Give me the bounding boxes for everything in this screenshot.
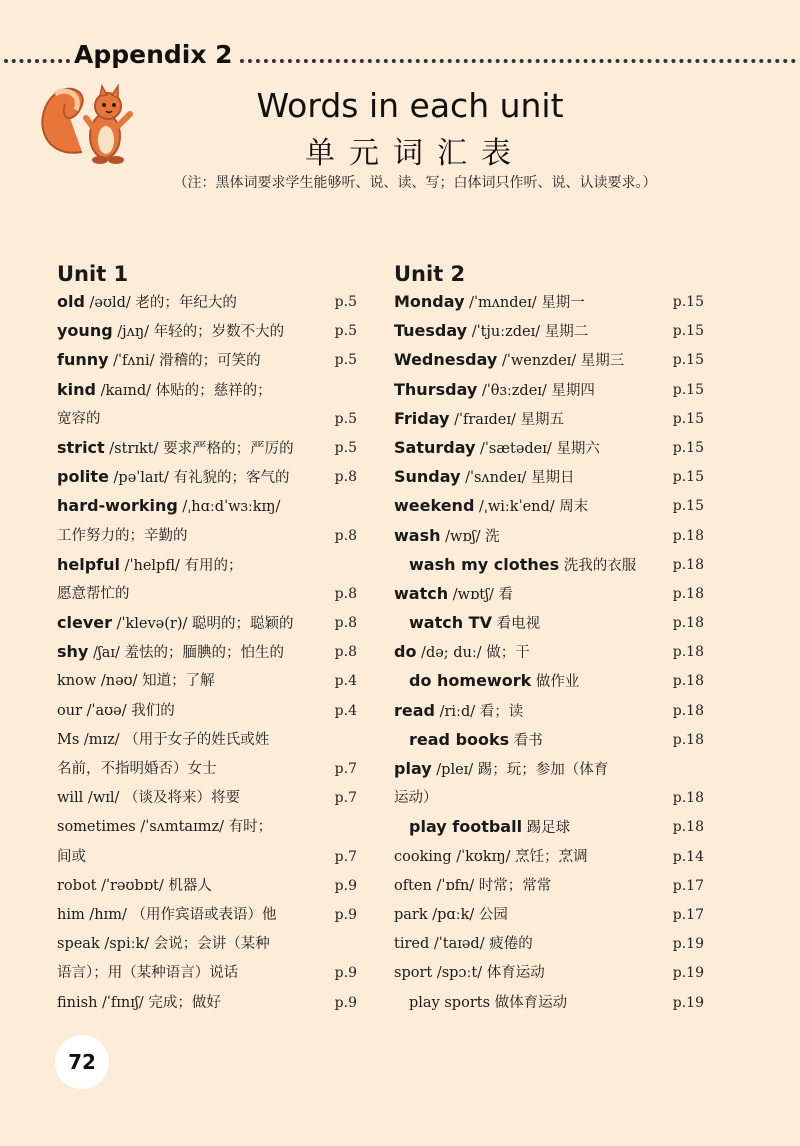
page-ref: p.15	[672, 352, 704, 369]
vocab-definition: 语言）；用（某种语言）说话	[57, 965, 239, 982]
page-ref: p.7	[334, 761, 357, 777]
vocab-entry	[394, 345, 673, 376]
page-ref: p.15	[672, 469, 704, 486]
vocab-row	[394, 551, 704, 580]
unit-1-list	[57, 288, 357, 1018]
vocab-word: do homework	[409, 671, 532, 691]
page-ref: p.5	[334, 352, 357, 369]
page-ref: p.18	[672, 615, 704, 632]
page-ref: p.15	[672, 294, 704, 310]
vocab-definition: 愿意帮忙的	[57, 585, 130, 602]
vocab-definition: /pəˈlaɪt/ 有礼貌的；客气的	[108, 470, 290, 487]
vocab-definition: speak /spiːk/ 会说；会讲（某种	[57, 936, 270, 953]
unit-1-title: Unit 1	[57, 262, 129, 286]
vocab-row	[394, 609, 704, 638]
vocab-definition: him /hɪm/ （用作宾语或表语）他	[57, 906, 277, 923]
vocab-entry	[57, 462, 335, 493]
page-ref: p.19	[672, 965, 704, 982]
vocab-word: do	[394, 642, 417, 662]
vocab-definition: 运动）	[394, 790, 438, 807]
vocab-row	[57, 697, 357, 726]
vocab-word: weekend	[394, 496, 475, 516]
vocab-row	[57, 346, 357, 375]
vocab-definition: 工作努力的；辛勤的	[57, 527, 188, 544]
vocab-word: young	[57, 321, 113, 341]
vocab-word: Tuesday	[394, 321, 468, 341]
vocab-row	[57, 667, 357, 696]
vocab-definition: /ˈθɜːzdeɪ/ 星期四	[477, 382, 595, 399]
vocab-entry	[394, 521, 673, 552]
vocab-entry	[394, 901, 673, 930]
vocab-entry	[394, 433, 673, 464]
vocab-row	[57, 784, 357, 813]
vocab-entry	[57, 491, 357, 522]
vocab-definition: robot /ˈrəʊbɒt/ 机器人	[57, 877, 212, 894]
page-ref: p.18	[672, 556, 704, 573]
vocab-row	[57, 376, 357, 405]
vocab-definition: play sports 做体育运动	[409, 994, 568, 1011]
vocab-word: watch	[394, 583, 449, 603]
vocab-row	[57, 638, 357, 667]
vocab-row	[57, 843, 357, 872]
vocab-definition: 踢足球	[522, 820, 571, 837]
vocab-definition: /kaɪnd/ 体贴的；慈祥的；	[95, 382, 272, 399]
vocab-row	[57, 492, 357, 521]
page-ref: p.15	[672, 498, 704, 515]
vocab-row	[394, 959, 704, 988]
vocab-row	[394, 580, 704, 609]
vocab-word: strict	[57, 437, 105, 457]
vocab-definition: /ˈhelpfl/ 有用的；	[120, 557, 243, 574]
page-ref: p.18	[672, 585, 704, 602]
vocab-entry	[57, 287, 335, 318]
vocab-row	[394, 697, 704, 726]
vocab-definition: our /ˈaʊə/ 我们的	[57, 702, 175, 719]
vocab-entry	[57, 843, 335, 872]
vocab-row	[394, 317, 704, 346]
vocab-row	[394, 901, 704, 930]
vocab-row	[57, 755, 357, 784]
vocab-entry	[394, 375, 673, 406]
page-ref: p.8	[334, 615, 357, 632]
vocab-definition: tired /ˈtaɪəd/ 疲倦的	[394, 936, 533, 953]
vocab-row	[394, 376, 704, 405]
vocab-entry	[57, 697, 335, 726]
vocab-definition: 名前，不指明婚否）女士	[57, 761, 217, 777]
vocab-definition: /ʃaɪ/ 羞怯的；腼腆的；怕生的	[88, 645, 285, 662]
vocab-definition: /də; duː/ 做；干	[416, 645, 530, 662]
vocab-row	[394, 755, 704, 784]
page-ref: p.18	[672, 790, 704, 807]
vocab-entry	[57, 726, 357, 755]
vocab-row	[57, 989, 357, 1018]
vocab-entry	[394, 316, 673, 347]
vocab-definition: /pleɪ/ 踢；玩；参加（体育	[431, 762, 609, 778]
page-ref: p.4	[334, 673, 357, 690]
vocab-definition: 看书	[509, 732, 543, 749]
vocab-definition: sometimes /ˈsʌmtaɪmz/ 有时；	[57, 819, 273, 836]
vocab-entry	[394, 462, 673, 493]
vocab-row	[57, 434, 357, 463]
vocab-entry	[57, 930, 357, 959]
vocab-entry	[394, 930, 673, 959]
page-ref: p.7	[334, 790, 357, 807]
vocab-row	[394, 726, 704, 755]
vocab-entry	[57, 522, 335, 551]
vocab-entry	[57, 637, 335, 668]
vocab-row	[57, 405, 357, 434]
page-ref: p.9	[334, 994, 357, 1011]
vocab-entry	[394, 696, 673, 727]
vocab-word: watch TV	[409, 613, 492, 633]
vocab-definition: 宽容的	[57, 410, 101, 427]
page-ref: p.8	[334, 527, 357, 544]
vocab-row	[394, 346, 704, 375]
page-ref: p.18	[672, 819, 704, 836]
vocab-entry	[57, 405, 335, 434]
page-ref: p.19	[672, 994, 704, 1011]
vocab-row	[394, 638, 704, 667]
page-ref: p.15	[672, 410, 704, 427]
page-ref: p.8	[334, 644, 357, 661]
vocab-definition: /ˈfraɪdeɪ/ 星期五	[449, 411, 565, 428]
vocab-definition: /ˈsætədeɪ/ 星期六	[475, 440, 600, 457]
page-ref: p.15	[672, 323, 704, 340]
vocab-definition: /ˈsʌndeɪ/ 星期日	[460, 470, 575, 487]
dotted-rule-left	[4, 59, 70, 63]
page-ref: p.19	[672, 936, 704, 953]
vocab-row	[57, 959, 357, 988]
vocab-entry	[57, 580, 335, 609]
vocab-entry	[394, 491, 673, 522]
vocab-row	[57, 288, 357, 317]
vocab-row	[394, 288, 704, 317]
vocab-row	[394, 813, 704, 842]
vocab-entry	[394, 579, 673, 610]
vocab-definition: /ˈfʌni/ 滑稽的；可笑的	[108, 353, 261, 370]
vocab-entry	[57, 375, 357, 406]
page-ref: p.9	[334, 906, 357, 923]
page-ref: p.8	[334, 585, 357, 602]
vocab-entry	[57, 755, 335, 784]
vocab-row	[394, 872, 704, 901]
vocab-row	[57, 726, 357, 755]
page-ref: p.18	[672, 673, 704, 690]
vocab-definition: /jʌŋ/ 年轻的；岁数不大的	[112, 324, 285, 341]
vocab-word: Sunday	[394, 467, 461, 487]
vocab-word: wash my clothes	[409, 554, 560, 574]
page-ref: p.17	[672, 906, 704, 923]
vocab-entry	[57, 901, 335, 930]
appendix-label: Appendix 2	[74, 40, 239, 69]
vocab-definition: 看电视	[491, 616, 541, 633]
vocab-row	[394, 434, 704, 463]
vocab-row	[394, 930, 704, 959]
page-ref: p.5	[334, 439, 357, 456]
vocab-definition: /ˈmʌndeɪ/ 星期一	[464, 295, 585, 311]
vocab-entry	[394, 725, 673, 756]
vocab-definition: /wɒʃ/ 洗	[440, 528, 500, 545]
vocab-definition: /əʊld/ 老的；年纪大的	[84, 295, 237, 311]
page-ref: p.14	[672, 848, 704, 865]
vocab-definition: /ˌhɑːdˈwɜːkɪŋ/	[177, 499, 281, 516]
vocab-row	[394, 989, 704, 1018]
page-ref: p.7	[334, 848, 357, 865]
unit-1-column	[57, 262, 357, 1018]
vocab-definition: /ˈwenzdeɪ/ 星期三	[497, 353, 625, 370]
vocab-row	[394, 405, 704, 434]
vocab-entry	[394, 550, 673, 581]
vocab-entry	[394, 959, 673, 988]
vocab-row	[394, 843, 704, 872]
vocab-definition: /riːd/ 看；读	[435, 703, 524, 720]
vocab-word: Saturday	[394, 437, 476, 457]
vocab-word: read	[394, 700, 435, 720]
vocab-word: play football	[409, 817, 523, 837]
vocab-definition: often /ˈɒfn/ 时常；常常	[394, 877, 552, 894]
vocab-word: Friday	[394, 408, 450, 428]
vocab-entry	[57, 959, 335, 988]
vocab-row	[57, 901, 357, 930]
vocab-word: helpful	[57, 554, 121, 574]
page-ref: p.18	[672, 702, 704, 719]
vocab-entry	[57, 989, 335, 1018]
title-english: Words in each unit	[256, 86, 564, 125]
page-ref: p.9	[334, 965, 357, 982]
page-ref: p.9	[334, 877, 357, 894]
page-ref: p.17	[672, 877, 704, 894]
vocab-word: shy	[57, 642, 89, 662]
vocab-word: Thursday	[394, 379, 478, 399]
vocab-entry	[394, 989, 673, 1018]
page-ref: p.8	[334, 469, 357, 486]
vocab-word: read books	[409, 729, 510, 749]
vocab-row	[57, 930, 357, 959]
vocab-entry	[57, 872, 335, 901]
vocab-definition: /ˈklevə(r)/ 聪明的；聪颖的	[112, 616, 294, 633]
vocab-word: hard-working	[57, 496, 178, 516]
vocab-entry	[394, 608, 673, 639]
vocab-definition: know /nəʊ/ 知道；了解	[57, 673, 215, 690]
vocab-definition: /wɒtʃ/ 看	[448, 586, 514, 603]
vocab-row	[57, 872, 357, 901]
dotted-rule-right	[232, 59, 796, 63]
vocab-entry	[57, 345, 335, 376]
vocab-entry	[394, 404, 673, 435]
vocab-entry	[394, 287, 673, 318]
vocab-definition: sport /spɔːt/ 体育运动	[394, 965, 545, 982]
vocab-row	[57, 609, 357, 638]
vocab-entry	[57, 784, 335, 813]
vocab-row	[57, 463, 357, 492]
page-ref: p.5	[334, 410, 357, 427]
page-ref: p.18	[672, 731, 704, 748]
vocab-word: funny	[57, 350, 109, 370]
vocab-row	[394, 667, 704, 696]
vocab-entry	[394, 872, 673, 901]
vocab-word: kind	[57, 379, 96, 399]
vocab-word: play	[394, 759, 432, 778]
vocab-entry	[57, 550, 357, 581]
vocab-entry	[394, 843, 673, 872]
vocab-row	[57, 551, 357, 580]
vocab-definition: Ms /mɪz/ （用于女子的姓氏或姓	[57, 731, 270, 748]
vocab-word: Wednesday	[394, 350, 498, 370]
note-text: （注：黑体词要求学生能够听、说、读、写；白体词只作听、说、认读要求。）	[173, 175, 657, 191]
vocab-entry	[57, 433, 335, 464]
vocab-definition: 洗我的衣服	[559, 557, 637, 574]
vocab-word: clever	[57, 613, 112, 633]
page-ref: p.5	[334, 294, 357, 310]
vocab-definition: park /pɑːk/ 公园	[394, 906, 508, 923]
vocab-entry	[57, 608, 335, 639]
vocab-row	[57, 317, 357, 346]
vocab-definition: /ˌwiːkˈend/ 周末	[474, 499, 589, 516]
page-ref: p.4	[334, 702, 357, 719]
vocab-entry	[57, 316, 335, 347]
unit-2-title: Unit 2	[394, 262, 466, 286]
vocab-definition: 间或	[57, 848, 86, 865]
vocab-word: wash	[394, 525, 441, 545]
vocab-definition: finish /ˈfɪnɪʃ/ 完成；做好	[57, 994, 221, 1011]
vocab-entry	[57, 813, 357, 842]
vocab-entry	[394, 784, 673, 813]
vocab-definition: /ˈtjuːzdeɪ/ 星期二	[467, 324, 589, 341]
vocab-row	[394, 463, 704, 492]
vocab-entry	[57, 667, 335, 696]
vocab-row	[394, 492, 704, 521]
vocab-entry	[394, 754, 704, 785]
page-number: 72	[55, 1035, 109, 1089]
page-ref: p.5	[334, 323, 357, 340]
page-ref: p.18	[672, 644, 704, 661]
page-ref: p.18	[672, 527, 704, 544]
unit-2-list	[394, 288, 704, 1018]
vocab-word: old	[57, 292, 85, 311]
vocab-row	[57, 580, 357, 609]
vocab-row	[394, 784, 704, 813]
vocab-entry	[394, 812, 673, 843]
vocab-word: polite	[57, 467, 109, 487]
vocab-word: Monday	[394, 292, 465, 311]
unit-2-column	[394, 262, 704, 1018]
page-ref: p.15	[672, 381, 704, 398]
vocab-entry	[394, 666, 673, 697]
vocab-row	[394, 522, 704, 551]
title-chinese: 单元词汇表	[305, 136, 525, 171]
vocab-entry	[394, 637, 673, 668]
page-ref: p.15	[672, 439, 704, 456]
vocab-definition: /strɪkt/ 要求严格的；严厉的	[104, 440, 294, 457]
vocab-row	[57, 522, 357, 551]
vocab-definition: 做作业	[531, 674, 580, 691]
vocab-definition: will /wɪl/ （谈及将来）将要	[57, 790, 240, 807]
vocab-row	[57, 813, 357, 842]
vocab-definition: cooking /ˈkʊkɪŋ/ 烹饪；烹调	[394, 848, 588, 865]
